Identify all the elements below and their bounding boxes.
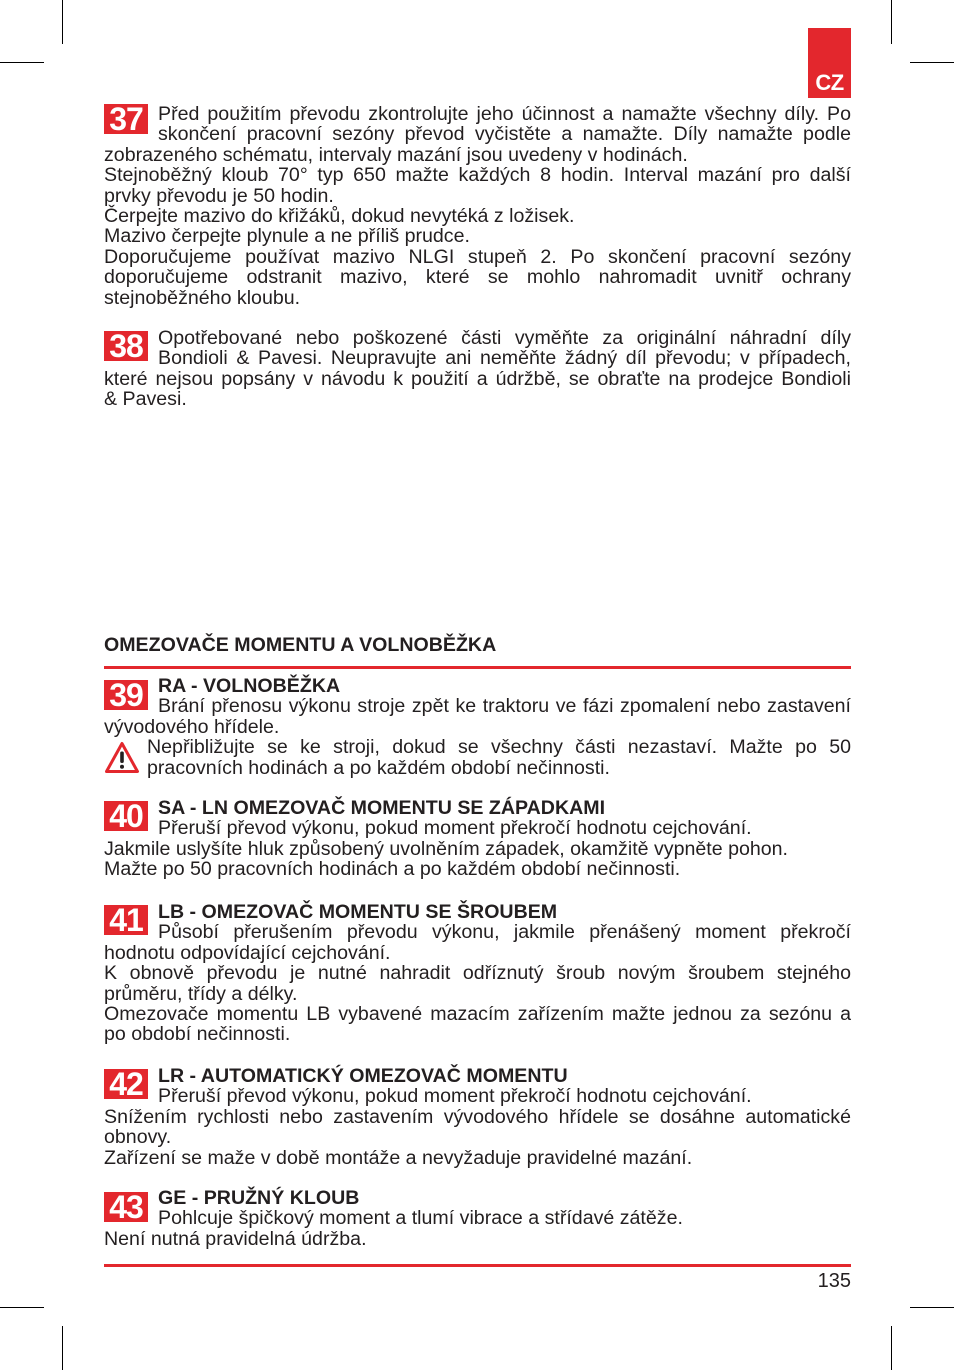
text-line: Před použitím převodu zkontrolujte jeho účinnost a namažte všechny díly. Po: [158, 103, 851, 125]
item-title: LB - OMEZOVAČ MOMENTU SE ŠROUBEM: [158, 901, 558, 923]
step-37: [104, 104, 851, 308]
text-line: Omezovače momentu LB vybavené mazacím zařízením mažte jednou za sezónu a: [104, 1003, 851, 1026]
text-line: Přeruší převod výkonu, pokud moment překročí hodnotu cejchování.: [158, 817, 752, 840]
text-line: hodnotu odpovídající cejchování.: [104, 941, 391, 964]
text-line: & Pavesi.: [104, 388, 187, 411]
text-line: vývodového hřídele.: [104, 715, 280, 738]
crop-mark: [891, 1326, 892, 1370]
item-title: SA - LN OMEZOVAČ MOMENTU SE ZÁPADKAMI: [158, 797, 606, 819]
text-line: Snížením rychlosti nebo zastavením vývodového hřídele se dosáhne automatické: [104, 1105, 851, 1128]
warning-note: [104, 737, 851, 778]
crop-mark: [0, 62, 44, 63]
text-line: po období nečinnosti.: [104, 1023, 291, 1046]
crop-mark: [0, 1307, 44, 1308]
step-41: [104, 902, 851, 1045]
text-line: skončení pracovní sezóny převod vyčistěte a namažte. Díly namažte podle: [158, 123, 851, 146]
step-38: [104, 328, 851, 410]
item-title: GE - PRUŽNÝ KLOUB: [158, 1187, 360, 1209]
step-42: [104, 1066, 851, 1168]
step-39: [104, 676, 851, 778]
crop-mark: [62, 0, 63, 44]
text-line: Pohlcuje špičkový moment a tlumí vibrace a střídavé zátěže.: [158, 1207, 683, 1230]
text-line: Opotřebované nebo poškozené části vyměňte za originální náhradní díly: [158, 327, 851, 349]
text-line: stejnoběžného kloubu.: [104, 286, 301, 309]
text-line: Přeruší převod výkonu, pokud moment překročí hodnotu cejchování.: [158, 1085, 752, 1108]
step-40: [104, 798, 851, 880]
step-number-badge: 37: [104, 104, 148, 134]
step-number-badge: 41: [104, 905, 148, 935]
item-title: RA - VOLNOBĚŽKA: [158, 675, 341, 697]
step-number-badge: 42: [104, 1069, 148, 1099]
warning-text-line: pracovních hodinách a po každém období nečinnosti.: [147, 756, 610, 779]
section-heading: OMEZOVAČE MOMENTU A VOLNOBĚŽKA: [104, 634, 497, 656]
heading-divider: [104, 666, 851, 669]
text-line: Mažte po 50 pracovních hodinách a po každém období nečinnosti.: [104, 858, 681, 881]
text-line: prvky převodu je 50 hodin.: [104, 184, 334, 207]
text-line: průměru, třídy a délky.: [104, 982, 298, 1005]
text-line: Zařízení se maže v době montáže a nevyžaduje pravidelné mazání.: [104, 1146, 693, 1169]
text-line: K obnově převodu je nutné nahradit odříznutý šroub novým šroubem stejného: [104, 962, 851, 985]
text-line: Jakmile uslyšíte hluk způsobený uvolněním západek, okamžitě vypněte pohon.: [104, 837, 788, 860]
warning-icon: [104, 740, 140, 776]
footer-divider: [104, 1264, 851, 1267]
step-number-badge: 43: [104, 1192, 148, 1222]
text-line: Čerpejte mazivo do křižáků, dokud nevytéká z ložisek.: [104, 205, 575, 228]
text-line: Stejnoběžný kloub 70° typ 650 mažte každých 8 hodin. Interval mazání pro další: [104, 164, 851, 187]
text-line: doporučujeme odstranit mazivo, které se mohlo nahromadit uvnitř ochrany: [104, 266, 851, 289]
crop-mark: [910, 62, 954, 63]
page-number: 135: [817, 1270, 851, 1292]
crop-mark: [62, 1326, 63, 1370]
text-line: Brání přenosu výkonu stroje zpět ke traktoru ve fázi zpomalení nebo zastavení: [158, 695, 851, 718]
text-line: zobrazeného schématu, intervaly mazání jsou uvedeny v hodinách.: [104, 143, 688, 166]
text-line: Bondioli & Pavesi. Neupravujte ani neměňte žádný díl převodu; v případech,: [158, 347, 851, 370]
language-tab: [808, 28, 851, 98]
text-line: Mazivo čerpejte plynule a ne příliš prudce.: [104, 225, 470, 248]
step-number-badge: 39: [104, 680, 148, 710]
step-43: [104, 1188, 851, 1249]
crop-mark: [910, 1307, 954, 1308]
step-number-badge: 40: [104, 801, 148, 831]
step-number-badge: 38: [104, 331, 148, 361]
text-line: obnovy.: [104, 1126, 172, 1149]
text-line: Doporučujeme používat mazivo NLGI stupeň 2. Po skončení pracovní sezóny: [104, 245, 851, 268]
item-title: LR - AUTOMATICKÝ OMEZOVAČ MOMENTU: [158, 1065, 568, 1087]
text-line: Působí přerušením převodu výkonu, jakmile přenášený moment překročí: [158, 921, 851, 944]
text-line: které nejsou popsány v návodu k použití a údržbě, se obraťte na prodejce Bondioli: [104, 367, 851, 390]
crop-mark: [891, 0, 892, 44]
text-line: Není nutná pravidelná údržba.: [104, 1227, 367, 1250]
language-tab-label: CZ: [815, 70, 844, 95]
warning-text-line: Nepřibližujte se ke stroji, dokud se všechny části nezastaví. Mažte po 50: [147, 736, 851, 759]
